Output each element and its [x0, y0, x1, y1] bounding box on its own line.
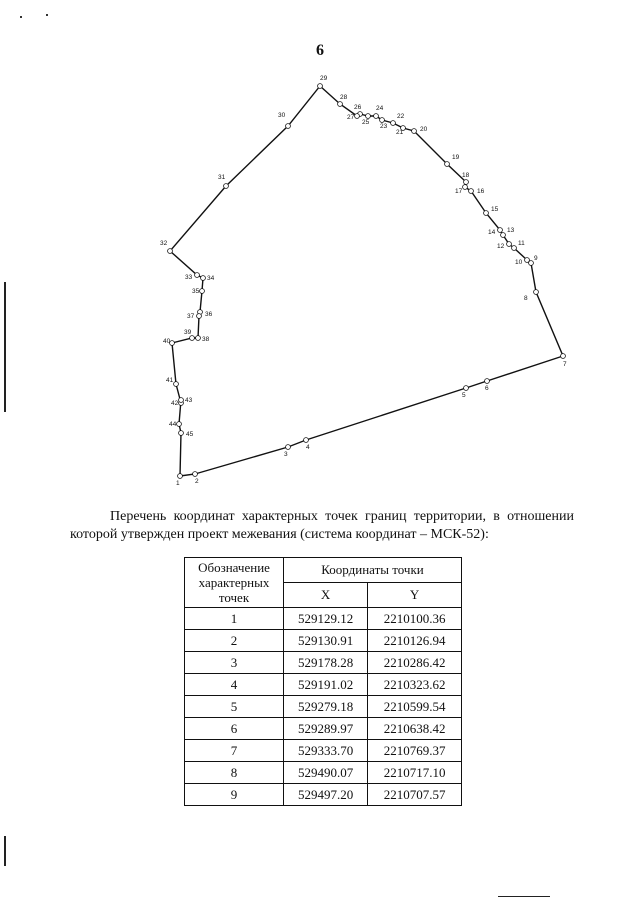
boundary-point-label: 2 — [195, 478, 199, 485]
boundary-point-label: 41 — [166, 377, 174, 384]
table-row — [185, 718, 462, 740]
boundary-point-label: 6 — [485, 385, 489, 392]
boundary-line — [170, 86, 563, 476]
boundary-point-marker — [201, 276, 206, 281]
boundary-point-label: 21 — [396, 129, 404, 136]
boundary-point-label: 17 — [455, 188, 463, 195]
boundary-point-label: 42 — [171, 400, 179, 407]
boundary-point-marker — [464, 386, 469, 391]
boundary-point-marker — [168, 249, 173, 254]
boundary-point-label: 45 — [186, 431, 194, 438]
y-coordinate-cell: 2210707.57 — [368, 784, 462, 806]
boundary-point-label: 22 — [397, 113, 405, 120]
x-coordinate-cell: 529333.70 — [284, 740, 368, 762]
boundary-point-marker — [193, 472, 198, 477]
x-coordinate-cell: 529279.18 — [284, 696, 368, 718]
point-id-cell: 4 — [185, 674, 284, 696]
boundary-point-marker — [224, 184, 229, 189]
boundary-point-label: 26 — [354, 104, 362, 111]
table-row — [185, 740, 462, 762]
boundary-point-marker — [485, 379, 490, 384]
boundary-point-marker — [355, 114, 360, 119]
boundary-point-label: 31 — [218, 174, 226, 181]
boundary-point-marker — [412, 129, 417, 134]
coordinates-caption: Перечень координат характерных точек границ территории, в отношении которой утвержден проект межевания (система координат – МСК-52): — [70, 509, 574, 542]
x-coordinate-cell: 529178.28 — [284, 652, 368, 674]
boundary-point-marker — [463, 185, 468, 190]
header-designation: Обозначение характерных точек — [185, 558, 284, 608]
boundary-point-marker — [561, 354, 566, 359]
boundary-point-label: 23 — [380, 123, 388, 130]
boundary-point-marker — [525, 258, 530, 263]
boundary-point-label: 33 — [185, 274, 193, 281]
header-x: X — [284, 583, 368, 608]
boundary-point-marker — [174, 382, 179, 387]
boundary-point-marker — [170, 341, 175, 346]
point-id-cell: 3 — [185, 652, 284, 674]
boundary-point-label: 13 — [507, 227, 515, 234]
boundary-point-label: 39 — [184, 329, 192, 336]
boundary-point-label: 12 — [497, 243, 505, 250]
y-coordinate-cell: 2210717.10 — [368, 762, 462, 784]
x-coordinate-cell: 529490.07 — [284, 762, 368, 784]
boundary-point-label: 10 — [515, 259, 523, 266]
coordinates-table — [184, 557, 462, 806]
point-id-cell: 7 — [185, 740, 284, 762]
boundary-point-label: 14 — [488, 229, 496, 236]
boundary-point-marker — [178, 474, 183, 479]
boundary-point-label: 4 — [306, 444, 310, 451]
boundary-point-marker — [512, 246, 517, 251]
boundary-point-marker — [197, 314, 202, 319]
boundary-point-marker — [190, 336, 195, 341]
y-coordinate-cell: 2210126.94 — [368, 630, 462, 652]
boundary-point-label: 15 — [491, 206, 499, 213]
table-row — [185, 762, 462, 784]
boundary-point-label: 24 — [376, 105, 384, 112]
point-id-cell: 5 — [185, 696, 284, 718]
boundary-point-label: 7 — [563, 361, 567, 368]
boundary-point-marker — [200, 289, 205, 294]
boundary-point-marker — [286, 124, 291, 129]
boundary-point-marker — [445, 162, 450, 167]
boundary-point-marker — [177, 422, 182, 427]
boundary-point-marker — [501, 233, 506, 238]
boundary-point-label: 25 — [362, 119, 370, 126]
header-y: Y — [368, 583, 462, 608]
point-id-cell: 6 — [185, 718, 284, 740]
boundary-point-marker — [318, 84, 323, 89]
margin-rule — [4, 836, 6, 866]
x-coordinate-cell: 529191.02 — [284, 674, 368, 696]
point-id-cell: 9 — [185, 784, 284, 806]
footer-rule — [498, 896, 550, 897]
boundary-point-label: 1 — [176, 480, 180, 487]
y-coordinate-cell: 2210638.42 — [368, 718, 462, 740]
boundary-point-marker — [179, 431, 184, 436]
boundary-point-marker — [366, 114, 371, 119]
boundary-point-label: 20 — [420, 126, 428, 133]
boundary-point-label: 44 — [169, 421, 177, 428]
header-coordinates: Координаты точки — [284, 558, 462, 583]
boundary-point-marker — [484, 211, 489, 216]
table-row — [185, 784, 462, 806]
boundary-point-marker — [286, 445, 291, 450]
boundary-point-label: 35 — [192, 288, 200, 295]
boundary-point-label: 29 — [320, 75, 328, 82]
table-row — [185, 630, 462, 652]
boundary-point-label: 40 — [163, 338, 171, 345]
boundary-point-marker — [391, 121, 396, 126]
y-coordinate-cell: 2210323.62 — [368, 674, 462, 696]
boundary-point-label: 28 — [340, 94, 348, 101]
boundary-point-label: 19 — [452, 154, 460, 161]
boundary-point-marker — [469, 189, 474, 194]
boundary-point-marker — [195, 273, 200, 278]
boundary-point-label: 37 — [187, 313, 195, 320]
table-row — [185, 608, 462, 630]
x-coordinate-cell: 529130.91 — [284, 630, 368, 652]
boundary-point-label: 8 — [524, 295, 528, 302]
boundary-point-marker — [304, 438, 309, 443]
boundary-point-label: 5 — [462, 392, 466, 399]
boundary-point-marker — [179, 398, 184, 403]
page-number: 6 — [316, 42, 324, 59]
boundary-point-label: 34 — [207, 275, 215, 282]
x-coordinate-cell: 529289.97 — [284, 718, 368, 740]
boundary-point-label: 3 — [284, 451, 288, 458]
x-coordinate-cell: 529129.12 — [284, 608, 368, 630]
y-coordinate-cell: 2210769.37 — [368, 740, 462, 762]
boundary-plan — [150, 70, 580, 490]
y-coordinate-cell: 2210599.54 — [368, 696, 462, 718]
boundary-point-marker — [507, 242, 512, 247]
margin-rule — [4, 282, 6, 412]
boundary-point-label: 32 — [160, 240, 168, 247]
point-id-cell: 8 — [185, 762, 284, 784]
boundary-point-label: 16 — [477, 188, 485, 195]
point-id-cell: 1 — [185, 608, 284, 630]
boundary-point-label: 43 — [185, 397, 193, 404]
boundary-point-label: 9 — [534, 255, 538, 262]
y-coordinate-cell: 2210286.42 — [368, 652, 462, 674]
boundary-point-label: 11 — [518, 240, 525, 247]
boundary-point-label: 36 — [205, 311, 213, 318]
boundary-point-label: 38 — [202, 336, 210, 343]
boundary-point-marker — [374, 114, 379, 119]
boundary-point-marker — [534, 290, 539, 295]
table-row — [185, 652, 462, 674]
table-row — [185, 674, 462, 696]
boundary-point-marker — [196, 336, 201, 341]
boundary-point-label: 18 — [462, 172, 470, 179]
boundary-point-label: 30 — [278, 112, 286, 119]
boundary-point-marker — [380, 118, 385, 123]
y-coordinate-cell: 2210100.36 — [368, 608, 462, 630]
boundary-point-marker — [464, 180, 469, 185]
point-id-cell: 2 — [185, 630, 284, 652]
x-coordinate-cell: 529497.20 — [284, 784, 368, 806]
boundary-point-marker — [498, 228, 503, 233]
boundary-point-marker — [338, 102, 343, 107]
boundary-point-label: 27 — [347, 114, 355, 121]
table-row — [185, 696, 462, 718]
